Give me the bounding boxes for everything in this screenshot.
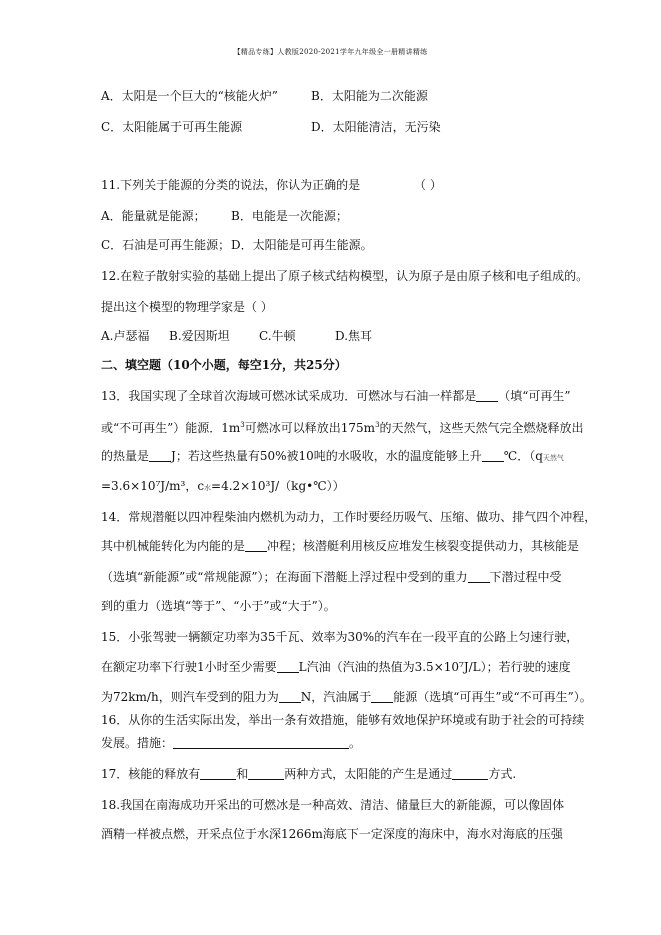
q17-blank-3	[452, 767, 488, 780]
section-title-fill-in: 二、填空题（10个小题，每空1分，共25分）	[101, 358, 347, 372]
q12-line1: 12.在粒子散射实验的基础上提出了原子核式结构模型，认为原子是由原子核和电子组成的。	[101, 269, 589, 283]
q11-option-b: B．电能是一次能源；	[231, 209, 348, 223]
q11-option-d: D．太阳能是可再生能源。	[231, 238, 373, 252]
q13-line1: 13．我国实现了全球首次海域可燃冰试采成功．可燃冰与石油一样都是 （填“可再生”	[101, 389, 571, 403]
q11-options-row1	[101, 208, 348, 224]
q15-line2: 在额定功率下行驶1小时至少需要 L汽油（汽油的热值为3.5×10⁷J/L）；若行驶的速度	[101, 660, 571, 674]
q14-blank-1	[245, 539, 267, 552]
q17-blank-1	[200, 767, 236, 780]
q10-option-c: C．太阳能属于可再生能源	[101, 120, 243, 134]
q16-blank	[173, 736, 349, 749]
q13-line2: 或“不可再生”）能源．$1m^3$可燃冰可以释放出$175m^3$的天然气，这些天然气完全燃烧释放出	[101, 421, 584, 435]
q14-line4: 到的重力（选填“等于”、“小于”或“大于”）。	[101, 599, 336, 613]
q18-line1: 18.我国在南海成功开采出的可燃冰是一种高效、清洁、储量巨大的新能源，可以像固体	[101, 798, 565, 812]
q10-options-row2	[101, 119, 441, 135]
q10-options-row1	[101, 88, 428, 104]
q10-option-a: A．太阳是一个巨大的“核能火炉”	[101, 89, 278, 103]
q12-line2: 提出这个模型的物理学家是（ ）	[101, 300, 273, 314]
q15-blank-1	[277, 660, 299, 673]
q13-line4: =3.6×10⁷J/m³，c水=4.2×10³J/（kg•℃））	[101, 479, 345, 493]
q16-line2: 发展。措施： 。	[101, 736, 362, 750]
q13-line3: 的热量是 J；若这些热量有50%被10吨的水吸收，水的温度能够上升 ℃．（q天然气	[101, 449, 564, 463]
q11-options-row2	[101, 237, 373, 253]
page-header: 【精品专练】人教版2020-2021学年九年级全一册精讲精练	[233, 48, 428, 56]
q17-line: 17．核能的释放有 和 两种方式，太阳能的产生是通过 方式.	[101, 767, 517, 781]
q11-option-c: C．石油是可再生能源；	[101, 238, 231, 252]
q12-option-d: D.焦耳	[335, 329, 373, 343]
q14-blank-2	[468, 570, 490, 583]
q12-option-c: C.牛顿	[259, 329, 296, 343]
q15-line3: 为72km/h，则汽车受到的阻力为 N，汽油属于 能源（选填“可再生”或“不可再生”）。	[101, 690, 592, 704]
q11-option-a: A．能量就是能源；	[101, 209, 206, 223]
q12-option-b: B.爱因斯坦	[169, 329, 230, 343]
q13-blank-1	[476, 389, 498, 402]
q14-line2: 其中机械能转化为内能的是 冲程；核潜艇利用核反应堆发生核裂变提供动力，其核能是	[101, 539, 580, 553]
q14-line1: 14．常规潜艇以四冲程柴油内燃机为动力，工作时要经历吸气、压缩、做功、排气四个冲程，	[101, 510, 597, 524]
q10-option-d: D．太阳能清洁，无污染	[311, 120, 441, 134]
q11-stem: 11.下列关于能源的分类的说法，你认为正确的是 （ ）	[101, 178, 442, 192]
q13-blank-3	[482, 449, 504, 462]
q15-blank-2	[279, 690, 301, 703]
q13-blank-2	[149, 449, 171, 462]
q12-options	[101, 328, 372, 344]
q17-blank-2	[248, 767, 284, 780]
q11-answer-paren: （ ）	[414, 178, 442, 192]
q15-blank-3	[371, 690, 393, 703]
q18-line2: 酒精一样被点燃，开采点位于水深1266m海底下一定深度的海床中，海水对海底的压强	[101, 827, 563, 841]
q14-line3: （选填“新能源”或“常规能源”）；在海面下潜艇上浮过程中受到的重力 下潜过程中受	[101, 570, 562, 584]
q15-line1: 15．小张驾驶一辆额定功率为35千瓦、效率为30%的汽车在一段平直的公路上匀速行驶，	[101, 630, 579, 644]
q12-option-a: A.卢瑟福	[101, 329, 150, 343]
q16-line1: 16．从你的生活实际出发，举出一条有效措施，能够有效地保护环境或有助于社会的可持续	[101, 713, 585, 727]
q10-option-b: B．太阳能为二次能源	[311, 89, 428, 103]
